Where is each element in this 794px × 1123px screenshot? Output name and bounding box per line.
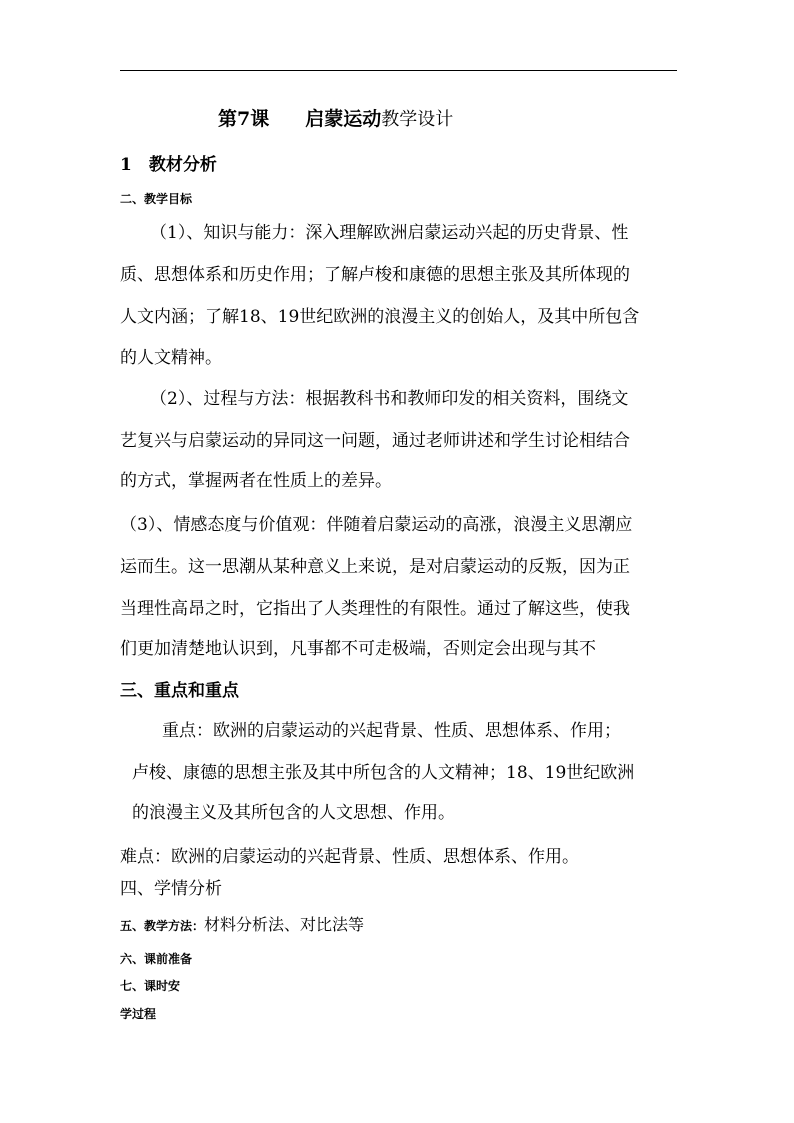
lesson-topic: 启蒙运动 xyxy=(305,108,382,130)
keypoint-line: 卢梭、康德的思想主张及其中所包含的人文精神；18、19世纪欧洲 xyxy=(132,763,635,783)
lesson-number: 第7课 xyxy=(218,108,270,130)
methods-value: 材料分析法、对比法等 xyxy=(204,915,365,934)
objective3-line: 们更加清楚地认识到，凡事都不可走极端，否则定会出现与其不 xyxy=(120,639,596,659)
section-methods xyxy=(120,912,364,935)
keypoint-line: 重点：欧洲的启蒙运动的兴起背景、性质、思想体系、作用； xyxy=(162,721,621,741)
section-heading-student-analysis: 四、学情分析 xyxy=(120,879,222,899)
objective3-line: 运而生。这一思潮从某种意义上来说，是对启蒙运动的反叛，因为正 xyxy=(120,557,630,577)
objective3-line: （3）、情感态度与价值观：伴随着启蒙运动的高涨，浪漫主义思潮应 xyxy=(120,515,633,535)
objective1-line: 人文内涵；了解18、19世纪欧洲的浪漫主义的创始人，及其中所包含 xyxy=(120,307,640,327)
section-heading-schedule: 七、课时安 xyxy=(120,979,181,993)
section-heading-keypoints: 三、重点和重点 xyxy=(120,681,239,701)
section-heading-objectives: 二、教学目标 xyxy=(120,192,193,206)
page-title xyxy=(218,104,453,131)
lesson-subtitle: 教学设计 xyxy=(381,109,454,130)
objective1-line: 的人文精神。 xyxy=(120,348,222,368)
header-rule xyxy=(120,70,677,71)
objective1-line: 质、思想体系和历史作用；了解卢梭和康德的思想主张及其所体现的 xyxy=(120,265,630,285)
objective2-line: 的方式，掌握两者在性质上的差异。 xyxy=(120,471,392,491)
methods-label: 五、教学方法： xyxy=(120,919,205,933)
keypoint-line: 的浪漫主义及其所包含的人文思想、作用。 xyxy=(132,803,455,823)
objective1-line: （1）、知识与能力：深入理解欧洲启蒙运动兴起的历史背景、性 xyxy=(150,223,629,243)
section-heading-process: 学过程 xyxy=(120,1007,157,1021)
objective2-line: 艺复兴与启蒙运动的异同这一问题，通过老师讲述和学生讨论相结合 xyxy=(120,431,630,451)
difficulty-line: 难点：欧洲的启蒙运动的兴起背景、性质、思想体系、作用。 xyxy=(120,847,579,867)
objective3-line: 当理性高昂之时，它指出了人类理性的有限性。通过了解这些，使我 xyxy=(120,599,630,619)
section-heading-analysis: 1 教材分析 xyxy=(120,155,217,175)
section-heading-preparation: 六、课前准备 xyxy=(120,952,193,966)
objective2-line: （2）、过程与方法：根据教科书和教师印发的相关资料，围绕文 xyxy=(150,389,629,409)
